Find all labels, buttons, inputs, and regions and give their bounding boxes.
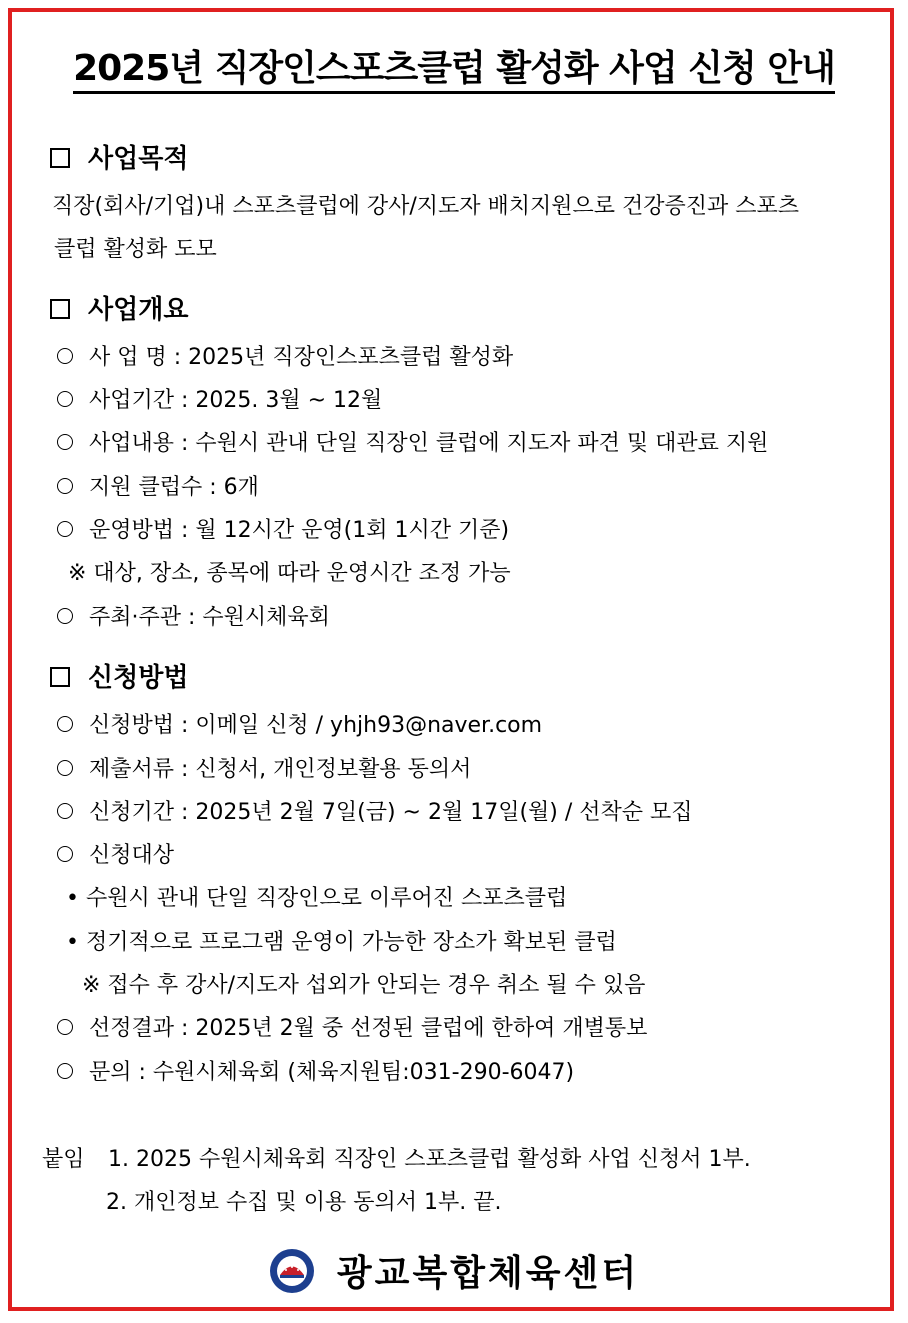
application-item: 신청방법 : 이메일 신청 / yhjh93@naver.com (57, 712, 542, 740)
section-application-heading: 신청방법 (50, 662, 188, 694)
section-overview-heading: 사업개요 (50, 294, 188, 326)
attachment-line: 1. 2025 수원시체육회 직장인 스포츠클럽 활성화 사업 신청서 1부. (108, 1147, 751, 1172)
attachment-line: 2. 개인정보 수집 및 이용 동의서 1부. 끝. (106, 1190, 502, 1215)
circle-bullet-icon (57, 716, 73, 732)
suwon-sports-council-emblem-icon (269, 1248, 315, 1294)
application-item: 문의 : 수원시체육회 (체육지원팀:031-290-6047) (57, 1059, 574, 1087)
overview-item: 사 업 명 : 2025년 직장인스포츠클럽 활성화 (57, 344, 513, 372)
overview-item: 사업기간 : 2025. 3월 ~ 12월 (57, 387, 382, 415)
attachment-label: 붙임 (42, 1147, 85, 1172)
purpose-text-line2: 클럽 활성화 도모 (54, 237, 217, 262)
circle-bullet-icon (57, 391, 73, 407)
overview-item: 주최·주관 : 수원시체육회 (57, 604, 330, 632)
circle-bullet-icon (57, 434, 73, 450)
application-item: 선정결과 : 2025년 2월 중 선정된 클럽에 한하여 개별통보 (57, 1015, 647, 1043)
overview-item: 운영방법 : 월 12시간 운영(1회 1시간 기준) (57, 517, 509, 545)
document-title-wrap (0, 40, 908, 91)
application-item: 신청기간 : 2025년 2월 7일(금) ~ 2월 17일(월) / 선착순 모집 (57, 799, 693, 827)
circle-bullet-icon (57, 478, 73, 494)
purpose-text-line1: 직장(회사/기업)내 스포츠클럽에 강사/지도자 배치지원으로 건강증진과 스포츠 (52, 194, 800, 219)
circle-bullet-icon (57, 803, 73, 819)
eligibility-bullet: • 정기적으로 프로그램 운영이 가능한 장소가 확보된 클럽 (66, 930, 617, 955)
circle-bullet-icon (57, 1063, 73, 1079)
footer (0, 1245, 908, 1296)
circle-bullet-icon (57, 521, 73, 537)
overview-note: ※ 대상, 장소, 종목에 따라 운영시간 조정 가능 (68, 561, 511, 586)
circle-bullet-icon (57, 1019, 73, 1035)
circle-bullet-icon (57, 608, 73, 624)
overview-item: 지원 클럽수 : 6개 (57, 474, 259, 502)
application-item: 제출서류 : 신청서, 개인정보활용 동의서 (57, 756, 471, 784)
circle-bullet-icon (57, 348, 73, 364)
eligibility-bullet: • 수원시 관내 단일 직장인으로 이루어진 스포츠클럽 (66, 886, 568, 911)
section-purpose-heading: 사업목적 (50, 143, 188, 175)
document-title: 2025년 직장인스포츠클럽 활성화 사업 신청 안내 (73, 48, 835, 94)
application-item: 신청대상 (57, 842, 174, 870)
checkbox-square-icon (50, 299, 70, 319)
checkbox-square-icon (50, 667, 70, 687)
checkbox-square-icon (50, 148, 70, 168)
application-note: ※ 접수 후 강사/지도자 섭외가 안되는 경우 취소 될 수 있음 (82, 973, 646, 998)
circle-bullet-icon (57, 846, 73, 862)
organization-name: 광교복합체육센터 (336, 1253, 640, 1294)
overview-item: 사업내용 : 수원시 관내 단일 직장인 클럽에 지도자 파견 및 대관료 지원 (57, 430, 768, 458)
circle-bullet-icon (57, 760, 73, 776)
